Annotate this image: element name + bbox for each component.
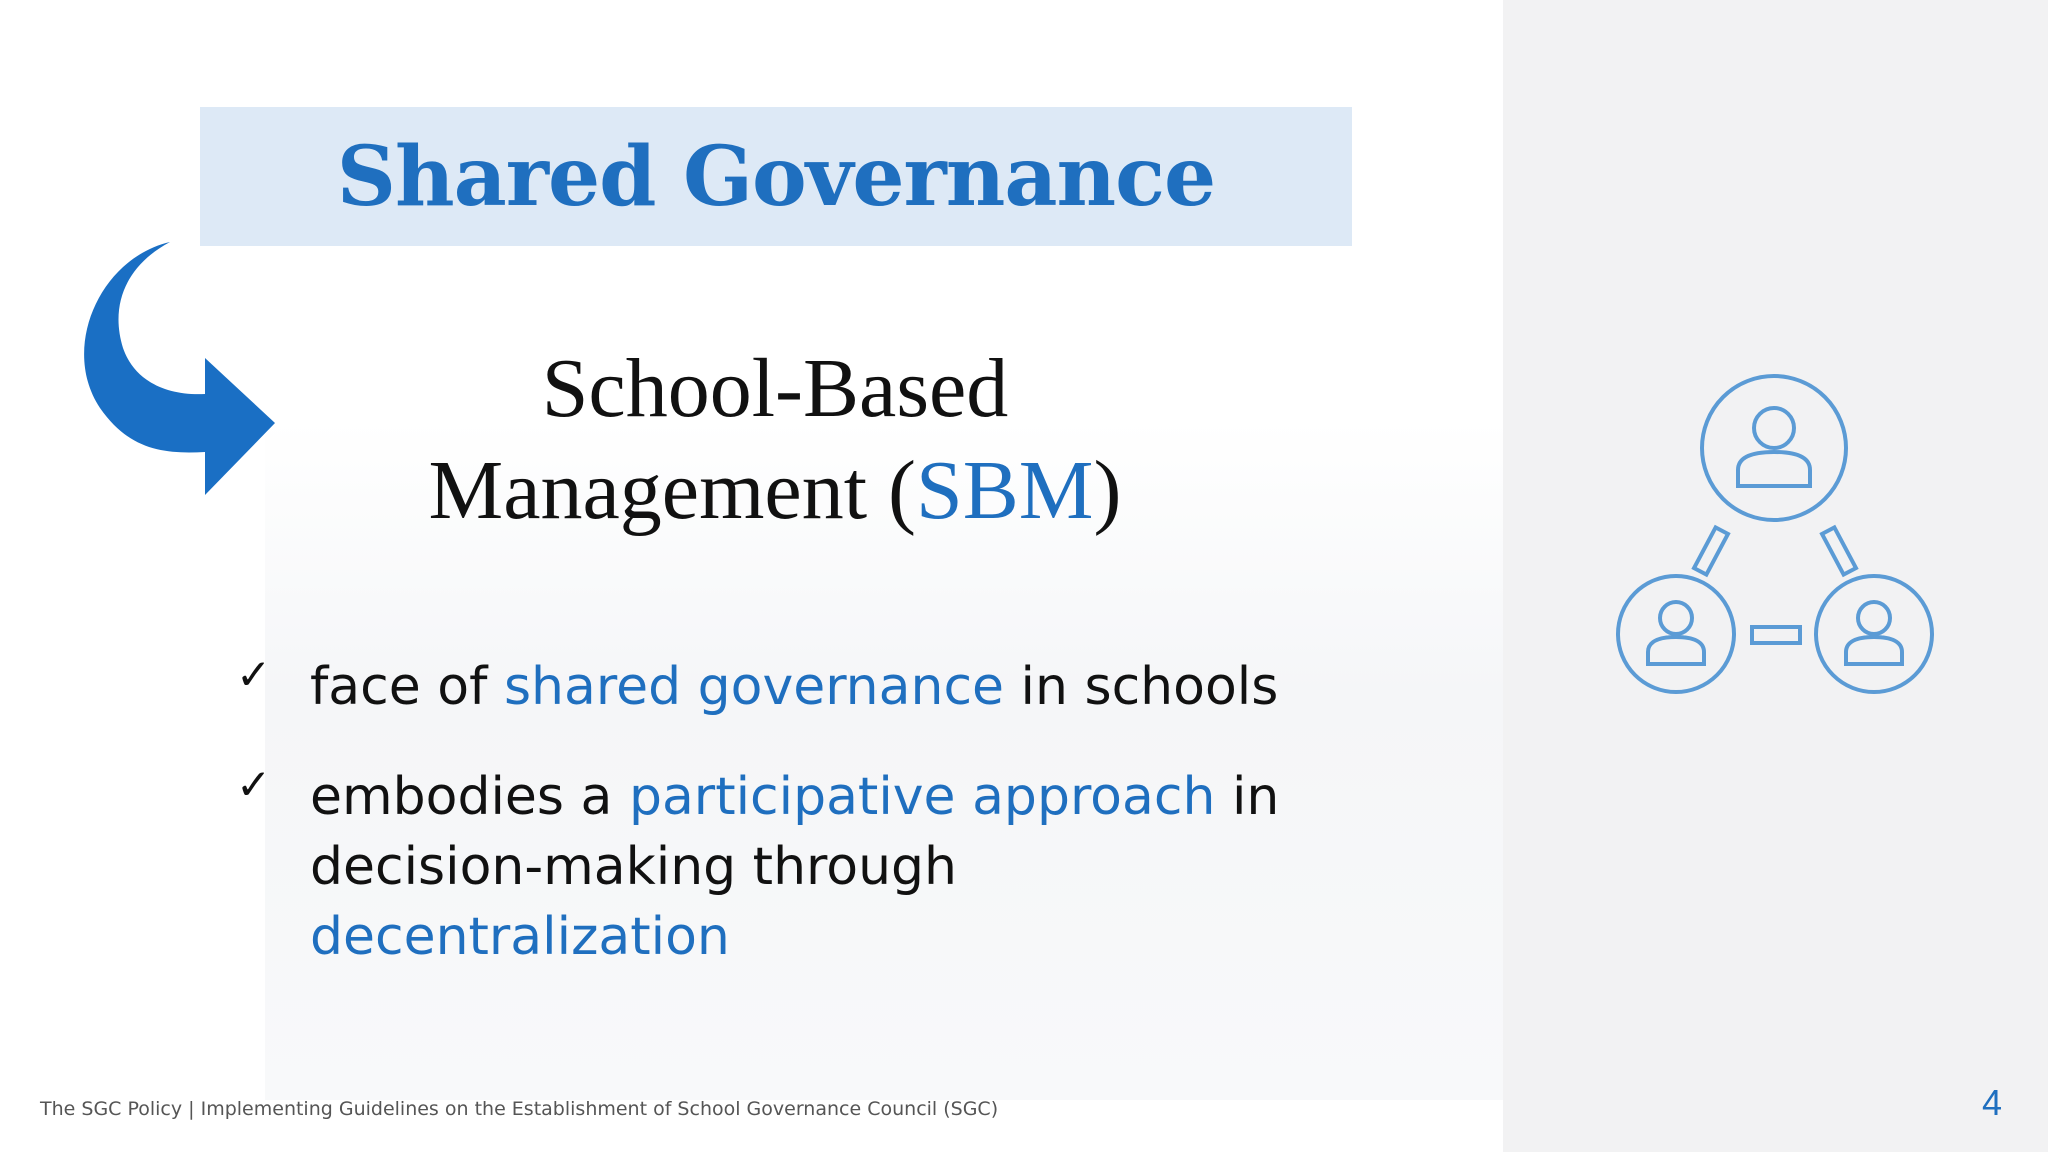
page-number: 4 <box>1982 1082 2003 1123</box>
footer-text: The SGC Policy | Implementing Guidelines on the Establishment of School Governance Council (SGC) <box>40 1098 999 1120</box>
person-right-icon <box>1816 576 1932 692</box>
person-top-icon <box>1702 376 1846 520</box>
heading-prefix: Management ( <box>428 444 917 537</box>
heading-accent: SBM <box>916 444 1094 537</box>
slide-heading <box>330 338 1220 542</box>
bullet-segment: face of <box>310 657 504 717</box>
bullet-item <box>230 762 1370 972</box>
heading-line-2 <box>330 440 1220 542</box>
bullet-text <box>310 762 1370 972</box>
people-network-icon <box>1608 370 1948 700</box>
bullet-segment: in decision-making through <box>310 767 1280 897</box>
bullet-highlight: participative approach <box>628 767 1216 827</box>
curved-arrow-right-icon <box>70 238 280 498</box>
checkmark-icon: ✓ <box>236 760 272 809</box>
checkmark-icon: ✓ <box>236 650 272 699</box>
bullet-text <box>310 652 1370 722</box>
person-left-icon <box>1618 576 1734 692</box>
connector-bottom-icon <box>1752 627 1800 643</box>
title-banner <box>200 107 1352 246</box>
bullet-segment: embodies a <box>310 767 629 827</box>
connector-left-icon <box>1694 527 1728 574</box>
bullet-highlight: decentralization <box>310 907 730 967</box>
bullet-segment: in schools <box>1004 657 1279 717</box>
bullet-highlight: shared governance <box>503 657 1005 717</box>
heading-line-1: School-Based <box>541 342 1009 435</box>
bullet-item <box>230 652 1370 722</box>
connector-right-icon <box>1822 527 1856 574</box>
bullet-list <box>230 652 1370 1012</box>
banner-title: Shared Governance <box>336 128 1216 225</box>
heading-suffix: ) <box>1093 444 1122 537</box>
